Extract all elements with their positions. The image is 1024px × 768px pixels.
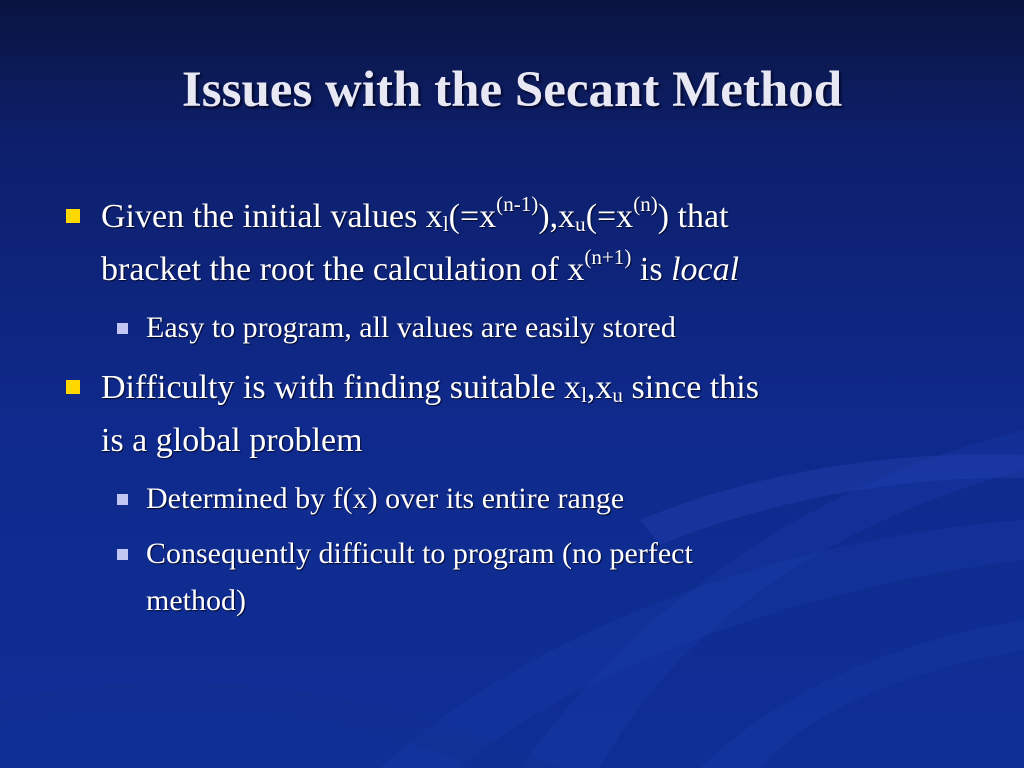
slide-body: [60, 190, 960, 624]
sub-bullet-text: Consequently difficult to program (no perfect method): [146, 537, 693, 617]
square-bullet-icon: [66, 209, 80, 223]
bullet-item-difficulty: [60, 361, 960, 467]
square-bullet-icon: [66, 380, 80, 394]
small-square-bullet-icon: [117, 494, 128, 505]
sub-bullet-text: Easy to program, all values are easily stored: [146, 311, 676, 344]
sub-bullet-consequently: [60, 530, 960, 624]
sub-bullet-text: Determined by f(x) over its entire range: [146, 482, 625, 515]
sub-bullet-easy-to-program: [60, 304, 960, 351]
slide-title: Issues with the Secant Method: [181, 62, 843, 118]
sub-bullet-determined-by: [60, 475, 960, 522]
bullet-text-1: Given the initial values $x_l(=x^{(n-1)}),x_u(=x^{(n)})$ that bracket the root the calculation of $x^{(n+1)}$ is local: [101, 192, 740, 288]
bullet-text-2: Difficulty is with finding suitable $x_l,x_u$ since this is a global problem: [101, 369, 759, 459]
small-square-bullet-icon: [117, 549, 128, 560]
bullet-item-initial-values: [60, 190, 960, 296]
small-square-bullet-icon: [117, 323, 128, 334]
